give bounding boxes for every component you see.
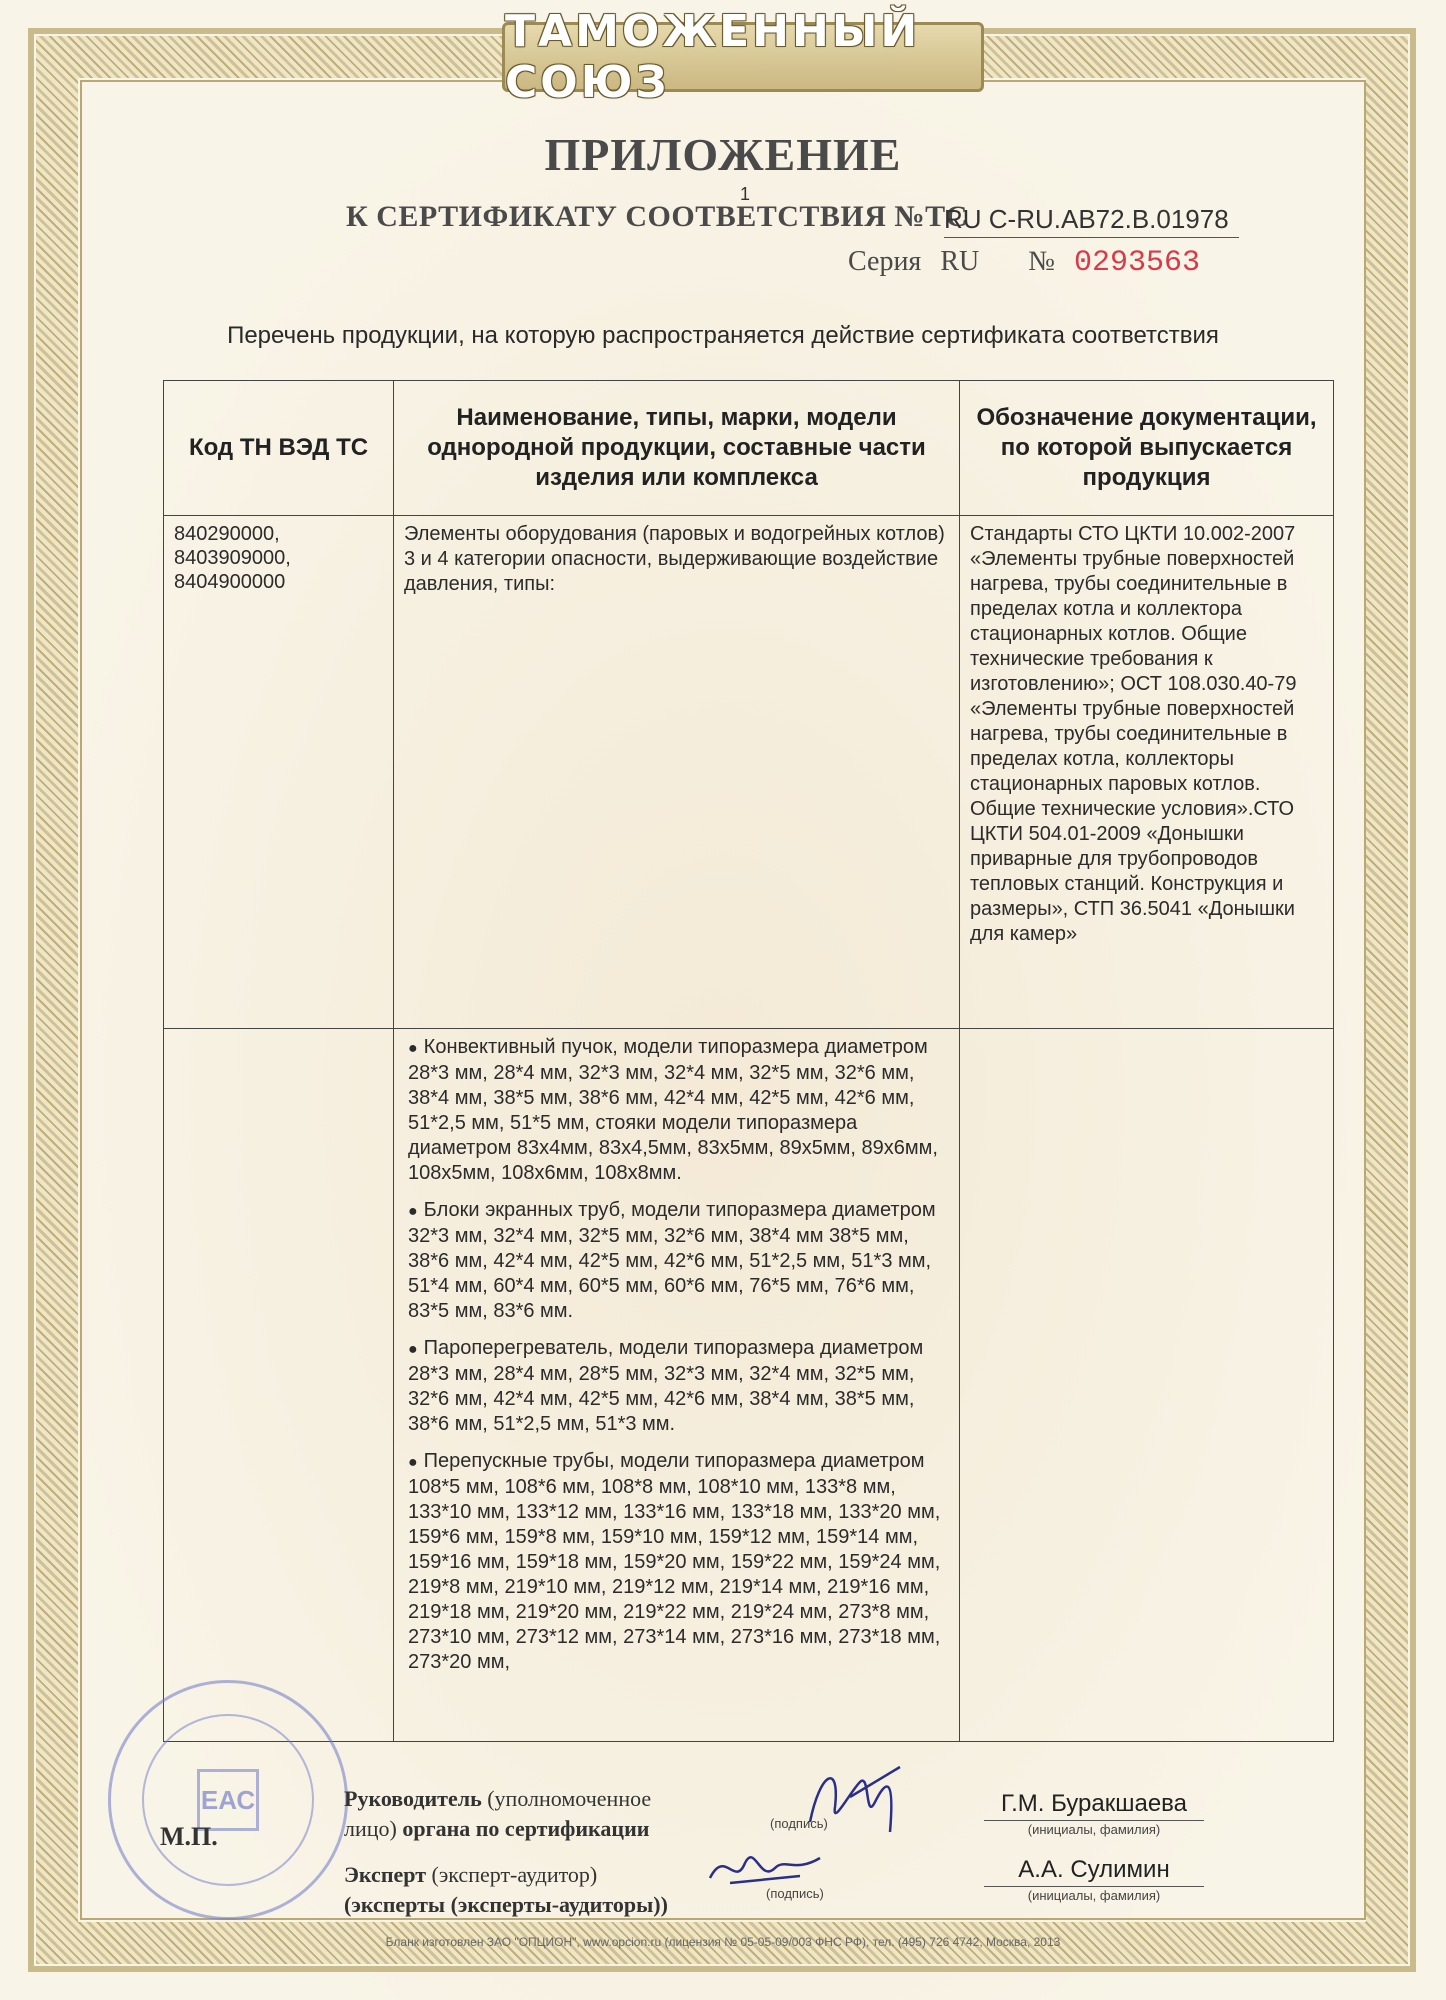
head-label-line2a: лицо) bbox=[344, 1816, 403, 1841]
expert-label-line2: (эксперты (эксперты-аудиторы)) bbox=[344, 1892, 668, 1917]
empty-documentation-cell bbox=[960, 1029, 1334, 1742]
blank-footer: Бланк изготовлен ЗАО "ОПЦИОН", www.opcion.ru (лицензия № 05-05-09/003 ФНС РФ), тел. (495) 726 4742, Москва, 2013 bbox=[385, 1935, 1061, 1949]
head-name: Г.М. Буракшаева bbox=[984, 1790, 1204, 1821]
header-documentation: Обозначение документации, по которой выпускается продукция bbox=[960, 381, 1334, 516]
description-cell: Элементы оборудования (паровых и водогрейных котлов) 3 и 4 категории опасности, выдерживающие воздействие давления, типы: bbox=[394, 516, 960, 1029]
list-item bbox=[408, 1449, 949, 1675]
banner-text: ТАМОЖЕННЫЙ СОЮЗ bbox=[505, 6, 921, 108]
head-name-caption: (инициалы, фамилия) bbox=[1027, 1822, 1161, 1837]
list-item-text: Конвективный пучок, модели типоразмера диаметром 28*3 мм, 28*4 мм, 32*3 мм, 32*4 мм, 32*5 мм, 32*6 мм, 38*4 мм, 38*5 мм, 38*6 мм, 42*4 мм, 42*5 мм, 42*6 мм, 51*2,5 мм, 51*5 мм, стояки модели типоразмера диаметром 83х4мм, 83х4,5мм, 83х5мм, 89х5мм, 89х6мм, 108х5мм, 108х6мм, 108х8мм. bbox=[408, 1036, 938, 1184]
expert-label-bold: Эксперт bbox=[344, 1862, 427, 1887]
head-label-rest: (уполномоченное bbox=[481, 1786, 652, 1811]
empty-code-cell bbox=[164, 1029, 394, 1742]
page-title: ПРИЛОЖЕНИЕ bbox=[544, 129, 902, 180]
annex-number: 1 bbox=[740, 184, 751, 204]
code-item: 8403909000, bbox=[174, 547, 291, 569]
list-item-text: Пароперегреватель, модели типоразмера диаметром 28*3 мм, 28*4 мм, 28*5 мм, 32*3 мм, 32*4 мм, 32*5 мм, 32*6 мм, 42*4 мм, 42*5 мм, 42*6 мм, 38*4 мм, 38*5 мм, 38*6 мм, 51*2,5 мм, 51*3 мм. bbox=[408, 1337, 924, 1435]
code-item: 840290000, bbox=[174, 523, 280, 545]
number-label: № bbox=[1028, 246, 1055, 277]
bullet-icon: ● bbox=[408, 1341, 418, 1358]
series-label: Серия bbox=[848, 246, 922, 277]
list-item-text: Блоки экранных труб, модели типоразмера диаметром 32*3 мм, 32*4 мм, 32*5 мм, 32*6 мм, 38*4 мм 38*5 мм, 38*6 мм, 42*4 мм, 42*5 мм, 42*6 мм, 51*2,5 мм, 51*3 мм, 51*4 мм, 60*4 мм, 60*5 мм, 60*6 мм, 76*5 мм, 76*6 мм, 83*5 мм, 83*6 мм. bbox=[408, 1199, 936, 1322]
head-label-line2b: органа по сертификации bbox=[402, 1816, 650, 1841]
stamp-inner-ring bbox=[142, 1714, 314, 1886]
certificate-prefix: К СЕРТИФИКАТУ СООТВЕТСТВИЯ №ТС bbox=[346, 200, 968, 233]
list-caption: Перечень продукции, на которую распространяется действие сертификата соответствия bbox=[227, 322, 1219, 349]
header-code: Код ТН ВЭД ТС bbox=[164, 381, 394, 516]
list-item bbox=[408, 1198, 949, 1324]
head-label-bold: Руководитель bbox=[344, 1786, 482, 1811]
documentation-cell: Стандарты СТО ЦКТИ 10.002-2007 «Элементы трубные поверхностей нагрева, трубы соединительные в пределах котла и коллектора стационарных котлов. Общие технические требования к изготовлению»; ОСТ 108.030.40-79 «Элементы трубные поверхностей нагрева, трубы соединительные в пределах котла, коллекторы стационарных паровых котлов. Общие технические условия».СТО ЦКТИ 504.01-2009 «Донышки приварные для трубопроводов тепловых станций. Конструкция и размеры», СТП 36.5041 «Донышки для камер» bbox=[960, 516, 1334, 1029]
list-item bbox=[408, 1336, 949, 1437]
customs-union-banner bbox=[502, 6, 984, 108]
list-item-text: Перепускные трубы, модели типоразмера диаметром 108*5 мм, 108*6 мм, 108*8 мм, 108*10 мм, 133*8 мм, 133*10 мм, 133*12 мм, 133*16 мм, 133*18 мм, 133*20 мм, 159*6 мм, 159*8 мм, 159*10 мм, 159*12 мм, 159*14 мм, 159*16 мм, 159*18 мм, 159*20 мм, 159*22 мм, 159*24 мм, 219*8 мм, 219*10 мм, 219*12 мм, 219*14 мм, 219*16 мм, 219*18 мм, 219*20 мм, 219*22 мм, 219*24 мм, 273*8 мм, 273*10 мм, 273*12 мм, 273*14 мм, 273*16 мм, 273*18 мм, 273*20 мм, bbox=[408, 1450, 941, 1673]
seal-place-label: М.П. bbox=[160, 1822, 218, 1851]
product-list bbox=[404, 1035, 949, 1675]
series-value: RU bbox=[940, 246, 980, 277]
code-item: 8404900000 bbox=[174, 571, 286, 593]
expert-name-caption: (инициалы, фамилия) bbox=[1027, 1888, 1161, 1903]
items-cell bbox=[394, 1029, 960, 1742]
list-item bbox=[408, 1035, 949, 1186]
codes-cell bbox=[164, 516, 394, 1029]
table-row bbox=[164, 1029, 1334, 1742]
bullet-icon: ● bbox=[408, 1454, 418, 1471]
table-header-row bbox=[164, 381, 1334, 516]
head-label bbox=[344, 1784, 651, 1844]
certification-stamp bbox=[108, 1680, 348, 1920]
expert-label bbox=[344, 1860, 668, 1920]
expert-label-rest: (эксперт-аудитор) bbox=[426, 1862, 598, 1887]
header-name: Наименование, типы, марки, модели однородной продукции, составные части изделия или комплекса bbox=[394, 381, 960, 516]
serial-number: 0293563 bbox=[1073, 246, 1200, 280]
head-signature-caption: (подпись) bbox=[770, 1816, 828, 1831]
expert-name: А.А. Сулимин bbox=[984, 1856, 1204, 1887]
series-line bbox=[848, 246, 1200, 280]
eac-logo-icon: ЕАС bbox=[197, 1769, 259, 1831]
certificate-number: RU C-RU.AB72.B.01978 bbox=[944, 204, 1239, 238]
expert-signature-caption: (подпись) bbox=[766, 1886, 824, 1901]
bullet-icon: ● bbox=[408, 1203, 418, 1220]
table-row bbox=[164, 516, 1334, 1029]
products-table bbox=[163, 380, 1334, 1742]
bullet-icon: ● bbox=[408, 1040, 418, 1057]
